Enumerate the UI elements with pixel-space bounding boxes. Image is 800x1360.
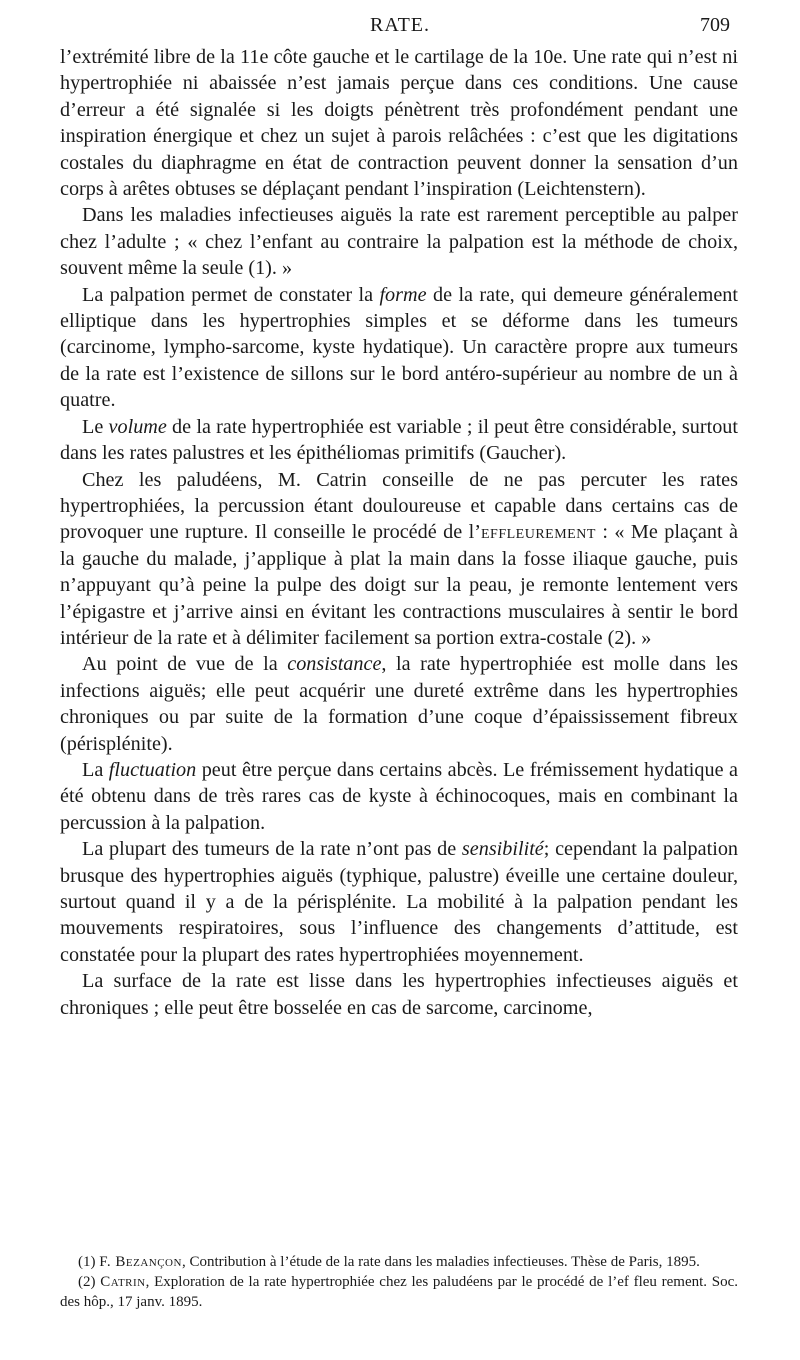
paragraph: Chez les paludéens, M. Catrin conseille de ne pas percuter les rates hypertrophiées, la percussion étant douloureuse et capable dans certains cas de provoquer une rupture. Il conseille le procédé de l’effleurement : « Me plaçant à la gauche du malade, j’applique à plat la main dans la fosse iliaque gauche, puis n’appuyant qu’à peine la pulpe des doigt sur la peau, je remonte lentement vers l’épigastre et j’arrive ainsi en évitant les contractions musculaires à sentir le bord intérieur de la rate et à délimiter facilement sa portion extra-costale (2). » [60,468,738,649]
emphasis: consistance [287,653,382,676]
page-header [70,14,730,42]
paragraph: La surface de la rate est lisse dans les hypertrophies infectieuses aiguës et chroniques ; elle peut être bosselée en cas de sarcome, carcinome, [60,970,738,1019]
footnote-author: Catrin [100,1274,146,1290]
small-caps-term: effleurement [480,521,596,544]
paragraph: Au point de vue de la consistance, la rate hypertrophiée est molle dans les infections aiguës; elle peut acquérir une dureté extrême dans les hypertrophies chroniques ou par suite de la formation d’une coque d’épaississement fibreux (périsplénite). [60,653,738,755]
emphasis: fluctuation [108,758,197,781]
footnotes [60,1252,738,1312]
running-head: RATE. [370,14,430,36]
footnote: (1) F. Bezançon, Contribution à l’étude de la rate dans les maladies infectieuses. Thèse de Paris, 1895. [78,1254,700,1270]
paragraph: La plupart des tumeurs de la rate n’ont pas de sensibilité; cependant la palpation brusque des hypertrophies aiguës (typhique, palustre) éveille une certaine douleur, surtout quand il y a de la périsplénite. La mobilité à la palpation pendant les mouvements respiratoires, sous l’influence des changements d’attitude, est constatée pour la plupart des rates hypertrophiées moyennement. [60,838,739,966]
paragraph: Le volume de la rate hypertrophiée est variable ; il peut être considérable, surtout dans les rates palustres et les épithéliomas primitifs (Gaucher). [60,415,738,465]
emphasis: volume [108,415,167,438]
footnote-mark: (1) [78,1254,96,1270]
footnote: (2) Catrin, Exploration de la rate hypertrophiée chez les paludéens par le procédé de l’ef fleu rement. Soc. des hôp., 17 janv. 1895. [60,1274,739,1310]
paragraph: La fluctuation peut être perçue dans certains abcès. Le frémissement hydatique a été obtenu dans de très rares cas de kyste à échinocoques, mais en combinant la percussion à la palpation. [60,758,738,834]
paragraph: Dans les maladies infectieuses aiguës la rate est rarement perceptible au palper chez l’adulte ; « chez l’enfant au contraire la palpation est la méthode de choix, souvent même la seule (1). » [60,204,738,280]
body-text [60,44,738,1021]
paragraph: l’extrémité libre de la 11e côte gauche et le cartilage de la 10e. Une rate qui n’est ni hypertrophiée ni abaissée n’est jamais perçue dans ces conditions. Une cause d’erreur a été signalée si les doigts pénètrent très profondément pendant une inspiration énergique et chez un sujet à parois relâchées : c’est que les digitations costales du diaphragme en état de contraction peuvent donner la sensation d’un corps à arêtes obtuses se déplaçant pendant l’inspiration (Leichtenstern). [60,46,738,201]
footnote-mark: (2) [78,1274,96,1290]
emphasis: forme [379,283,427,306]
paragraph: La palpation permet de constater la forme de la rate, qui demeure généralement elliptique dans les hypertrophies simples et se déforme dans les tumeurs (carcinome, lympho-sarcome, kyste hydatique). Un caractère propre aux tumeurs de la rate est l’existence de sillons sur le bord antéro-supérieur au nombre de un à quatre. [60,283,738,412]
footnote-author: F. Bezançon [99,1254,182,1270]
page-number: 709 [700,14,730,36]
emphasis: sensibilité [461,838,544,861]
